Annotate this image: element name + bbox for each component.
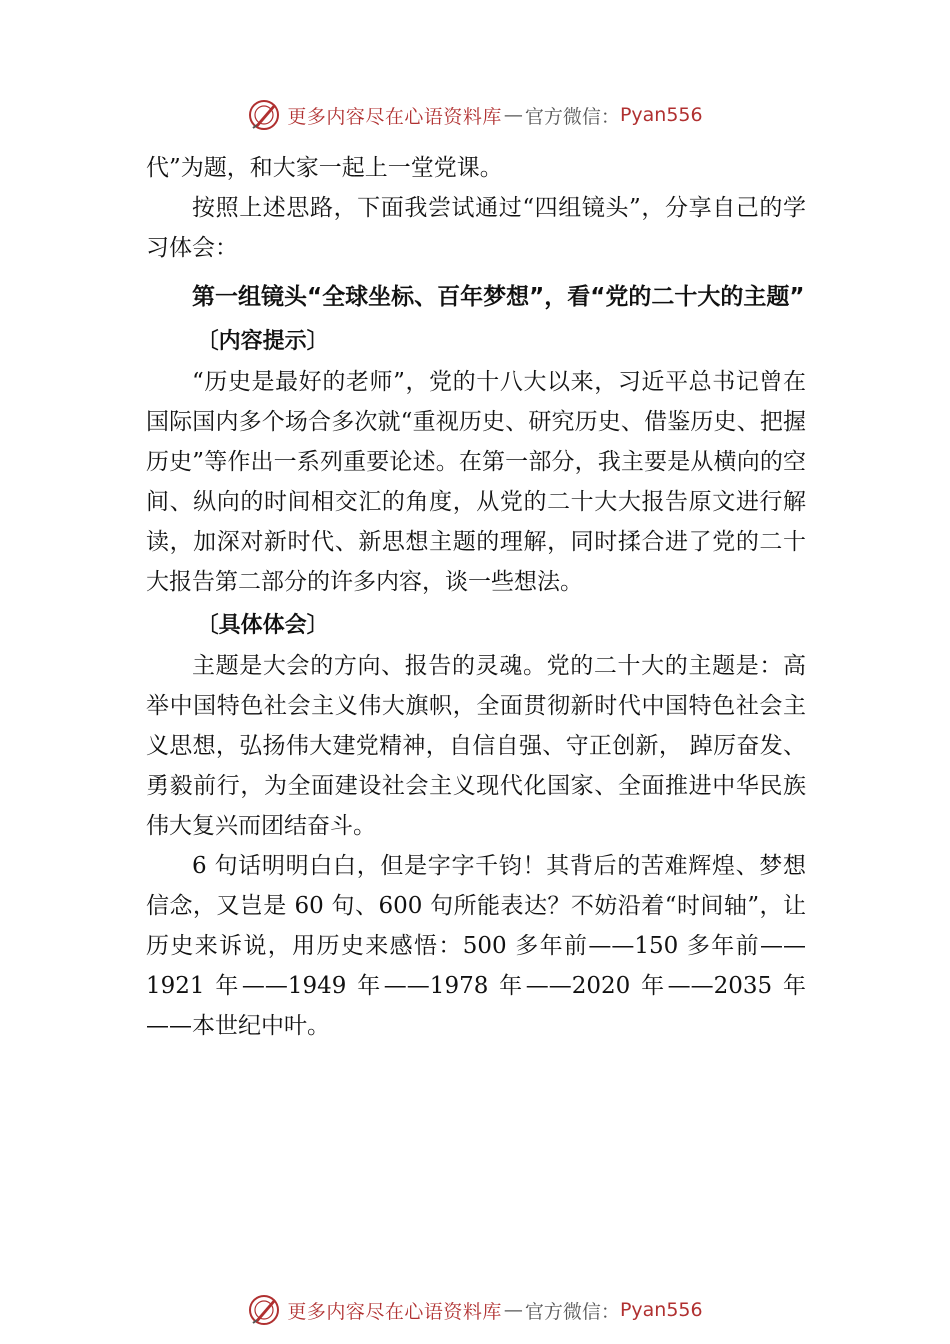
- banner-wechat-id: Pyan556: [619, 1299, 703, 1321]
- footer-banner: [0, 1290, 950, 1330]
- banner-wechat-label: 官方微信：: [524, 1300, 620, 1323]
- subheading-experience: 〔具体体会〕: [196, 613, 329, 638]
- banner-wechat-id: Pyan556: [619, 104, 703, 126]
- subheading-content-tips: 〔内容提示〕: [196, 329, 329, 354]
- banner-dash: —: [503, 1299, 523, 1321]
- document-body: [146, 148, 806, 1046]
- banner-text: 更多内容尽在心语资料库: [287, 1300, 502, 1323]
- banner-text: 更多内容尽在心语资料库: [287, 105, 502, 128]
- paragraph-content-tips: “历史是最好的老师”，党的十八大以来，习近平总书记曾在国际国内多个场合多次就“重视历史、研究历史、借鉴历史、把握历史”等作出一系列重要论述。在第一部分，我主要是从横向的空间、纵向的时间相交汇的角度，从党的二十大大报告原文进行解读，加深对新时代、新思想主题的理解，同时揉合进了党的二十大报告第二部分的许多内容，谈一些想法。: [146, 369, 806, 595]
- quill-stamp-icon: [247, 1293, 281, 1327]
- section-heading: 第一组镜头“全球坐标、百年梦想”，看“党的二十大的主题”: [192, 284, 805, 310]
- paragraph-outline: 按照上述思路，下面我尝试通过“四组镜头”，分享自己的学习体会：: [146, 195, 806, 261]
- paragraph-theme: 主题是大会的方向、报告的灵魂。党的二十大的主题是：高举中国特色社会主义伟大旗帜，全面贯彻新时代中国特色社会主义思想，弘扬伟大建党精神，自信自强、守正创新， 踔厉奋发、勇毅前行，为全面建设社会主义现代化国家、全面推进中华民族伟大复兴而团结奋斗。: [146, 653, 806, 839]
- banner-dash: —: [503, 104, 523, 126]
- quill-stamp-icon: [247, 98, 281, 132]
- header-banner: [0, 95, 950, 135]
- paragraph-timeline: 6 句话明明白白，但是字字千钧！其背后的苦难辉煌、梦想信念，又岂是 60 句、600 句所能表达？不妨沿着“时间轴”，让历史来诉说，用历史来感悟：500 多年前——150 多年前——1921 年——1949 年——1978 年——2020 年——2035 年——本世纪中叶。: [146, 853, 806, 1039]
- paragraph-continued: 代”为题，和大家一起上一堂党课。: [146, 155, 503, 181]
- banner-wechat-label: 官方微信：: [524, 105, 620, 128]
